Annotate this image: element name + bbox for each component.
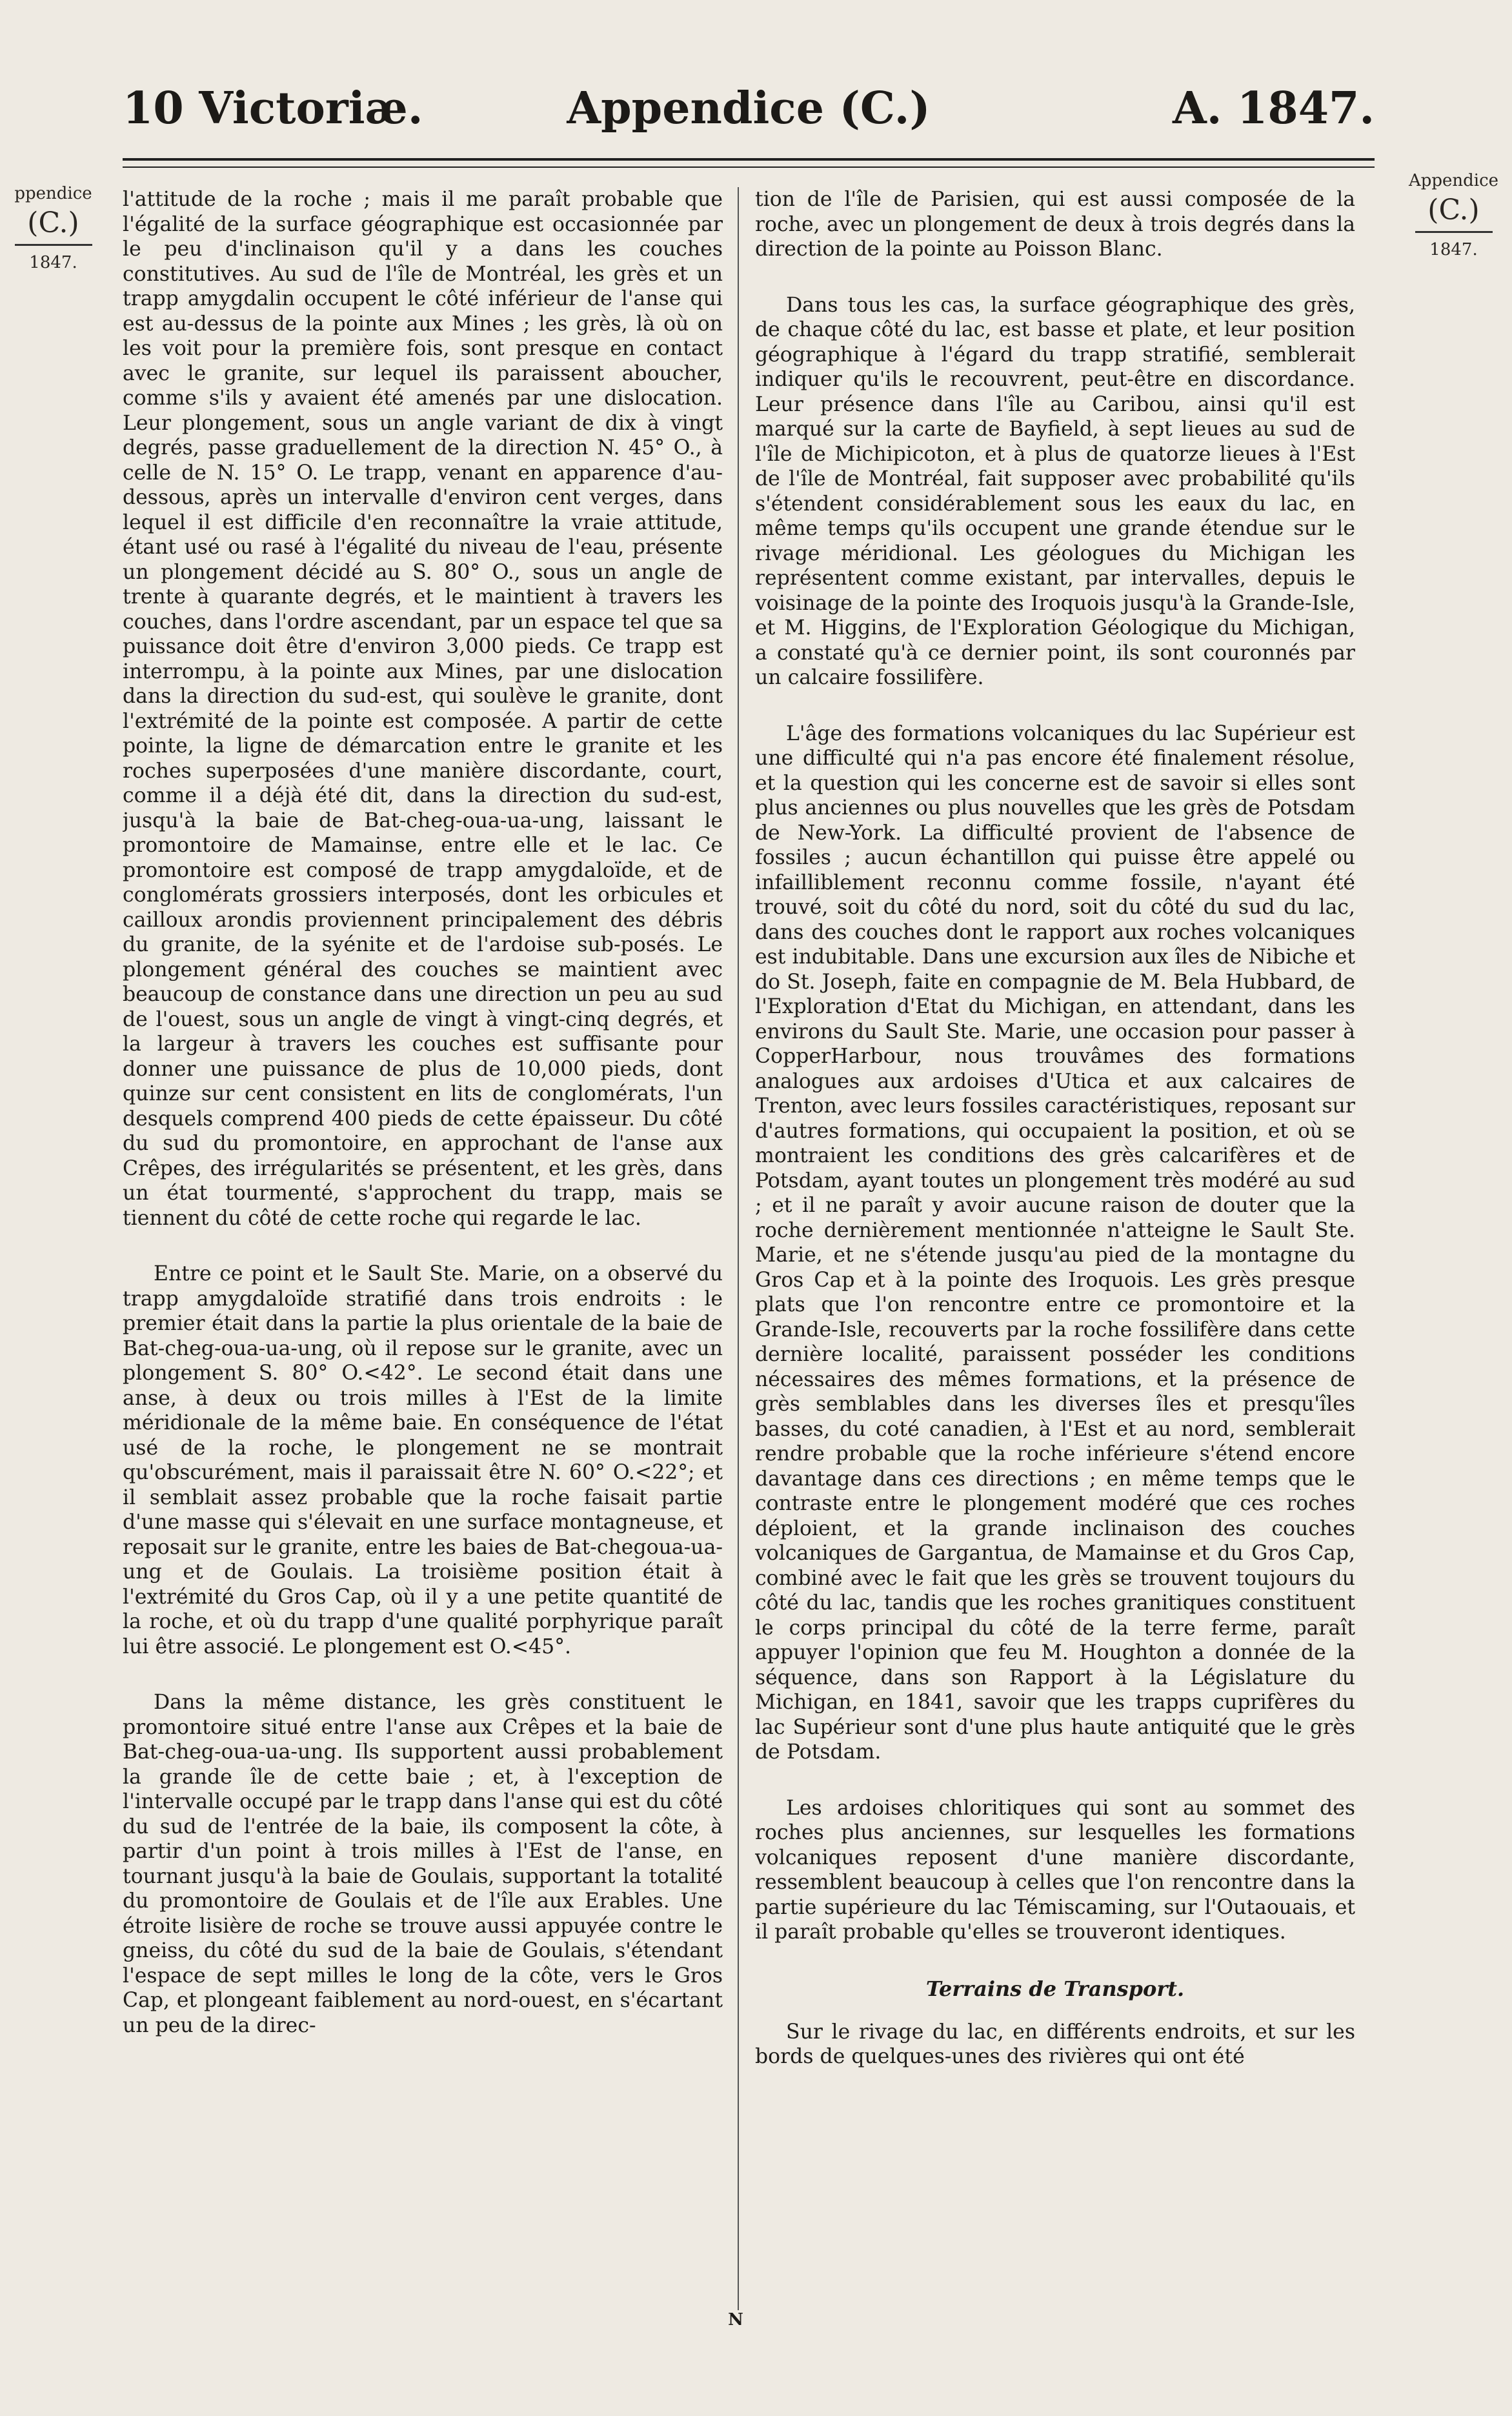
right-margin-appendix: (C.) bbox=[1427, 194, 1480, 226]
right-paragraph-4: Les ardoises chloritiques qui sont au sommet des roches plus anciennes, sur lesquelles les formations volcaniques reposent d'une manière discordante, ressemblent beaucoup à celles que l'on rencontre dans la partie supérieure du lac Témiscaming, sur l'Outaouais, et il paraît probable qu'elles se trouveront identiques. bbox=[755, 1796, 1355, 1944]
page-header bbox=[123, 70, 1375, 141]
right-margin-note bbox=[1400, 169, 1507, 261]
left-paragraph-3: Dans la même distance, les grès constituent le promontoire situé entre l'anse aux Crêpes et la baie de Bat-cheg-oua-ua-ung. Ils supportent aussi probablement la grande île de cette baie ; et, à l'exception de l'intervalle occupé par le trapp dans l'anse qui est du côté du sud de l'entrée de la baie, ils composent la côte, à partir d'un point à trois milles à l'Est de l'anse, en tournant jusqu'à la baie de Goulais, supportant la totalité du promontoire de Goulais et de l'île aux Erables. Une étroite lisière de roche se trouve aussi appuyée contre le gneiss, du côté du sud de la baie de Goulais, s'étendant l'espace de sept milles le long de la côte, vers le Gros Cap, et plongeant faiblement au nord-ouest, en s'écartant un peu de la direc- bbox=[123, 1691, 723, 2037]
column-divider bbox=[738, 187, 739, 2310]
left-margin-appendix: (C.) bbox=[27, 206, 79, 239]
right-paragraph-5: Sur le rivage du lac, en différents endroits, et sur les bords de quelques-unes des rivières qui ont été bbox=[755, 2020, 1355, 2068]
header-rule-thick bbox=[123, 158, 1375, 161]
right-margin-label: Appendice bbox=[1408, 171, 1499, 190]
section-heading: Terrains de Transport. bbox=[925, 1976, 1185, 2001]
left-margin-year: 1847. bbox=[29, 253, 77, 272]
right-paragraph-1: tion de l'île de Parisien, qui est aussi composée de la roche, avec un plongement de deux à trois degrés dans la direction de la pointe au Poisson Blanc. bbox=[755, 188, 1355, 261]
header-year: A. 1847. bbox=[1172, 83, 1375, 134]
left-paragraph-2: Entre ce point et le Sault Ste. Marie, on a observé du trapp amygdaloïde stratifié dans trois endroits : le premier était dans la partie la plus orientale de la baie de Bat-cheg-oua-ua-ung, où il repose sur le granite, avec un plongement S. 80° O.<42°. Le second était dans une anse, à deux ou trois milles à l'Est de la limite méridionale de la même baie. En conséquence de l'état usé de la roche, le plongement ne se montrait qu'obscurément, mais il paraissait être N. 60° O.<22°; et il semblait assez probable que la roche faisait partie d'une masse qui s'élevait en une surface montagneuse, et reposait sur le granite, entre les baies de Bat-chegoua-ua-ung et de Goulais. La troisième position était à l'extrémité du Gros Cap, où il y a une petite quantité de la roche, et où du trapp d'une qualité porphyrique paraît lui être associé. Le plongement est O.<45°. bbox=[123, 1262, 723, 1658]
header-session: 10 Victoriæ. bbox=[123, 83, 423, 134]
right-column bbox=[755, 187, 1355, 2323]
right-paragraph-2: Dans tous les cas, la surface géographique des grès, de chaque côté du lac, est basse et plate, et leur position géographique à l'égard du trapp stratifié, semblerait indiquer qu'ils le recouvrent, peut-être en discordance. Leur présence dans l'île au Caribou, ainsi qu'il est marqué sur la carte de Bayfield, à sept lieues au sud de l'île de Michipicoton, et à plus de quatorze lieues à l'Est de l'île de Montréal, fait supposer avec probabilité qu'ils s'étendent considérablement sous les eaux du lac, en même temps qu'ils occupent une grande étendue sur le rivage méridional. Les géologues du Michigan les représentent comme existant, par intervalles, depuis le voisinage de la pointe des Iroquois jusqu'à la Grande-Isle, et M. Higgins, de l'Exploration Géologique du Michigan, a constaté qu'à ce dernier point, ils sont couronnés par un calcaire fossilifère. bbox=[755, 293, 1355, 689]
left-paragraph-1: l'attitude de la roche ; mais il me paraît probable que l'égalité de la surface géographique est occasionnée par le peu d'inclinaison qu'il y a dans les couches constitutives. Au sud de l'île de Montréal, les grès et un trapp amygdalin occupent le côté inférieur de l'anse qui est au-dessus de la pointe aux Mines ; les grès, là où on les voit pour la première fois, sont presque en contact avec le granite, sur lequel ils paraissent aboucher, comme s'ils y avaient été amenés par une dislocation. Leur plongement, sous un angle variant de dix à vingt degrés, passe graduellement de la direction N. 45° O., à celle de N. 15° O. Le trapp, venant en apparence d'au-dessous, après un intervalle d'environ cent verges, dans lequel il est difficile d'en reconnaître la vraie attitude, étant usé ou rasé à l'égalité du niveau de l'eau, présente un plongement décidé au S. 80° O., sous un angle de trente à quarante degrés, et le maintient à travers les couches, dans l'ordre ascendant, par un espace tel que sa puissance doit être d'environ 3,000 pieds. Ce trapp est interrompu, à la pointe aux Mines, par une dislocation dans la direction du sud-est, qui soulève le granite, dont l'extrémité de la pointe est composée. A partir de cette pointe, la ligne de démarcation entre le granite et les roches superposées d'une manière discordante, court, comme il a déjà été dit, dans la direction du sud-est, jusqu'à la baie de Bat-cheg-oua-ua-ung, laissant le promontoire de Mamainse, entre elle et le lac. Ce promontoire est composé de trapp amygdaloïde, et de conglomérats grossiers interposés, dont les orbicules et cailloux arondis proviennent principalement des débris du granite, de la syénite et de l'ardoise sub-posés. Le plongement général des couches se maintient avec beaucoup de constance dans une direction un peu au sud de l'ouest, sous un angle de vingt à vingt-cinq degrés, et la largeur à travers les couches est suffisante pour donner une puissance de plus de 10,000 pieds, dont quinze sur cent consistent en lits de conglomérats, l'un desquels comprend 400 pieds de cette épaisseur. Du côté du sud du promontoire, en approchant de l'anse aux Crêpes, des irrégularités se présentent, et les grès, dans un état tourmenté, s'approchent du trapp, mais se tiennent du côté de cette roche qui regarde le lac. bbox=[123, 188, 723, 1230]
right-margin-year: 1847. bbox=[1429, 240, 1478, 259]
left-column bbox=[123, 187, 723, 2323]
left-margin-label: ppendice bbox=[14, 184, 92, 203]
signature-mark: N bbox=[728, 2310, 743, 2330]
left-margin-brace bbox=[15, 244, 92, 246]
right-margin-brace bbox=[1415, 231, 1493, 233]
right-paragraph-3: L'âge des formations volcaniques du lac Supérieur est une difficulté qui n'a pas encore été finalement résolue, et la question qui les concerne est de savoir si elles sont plus anciennes ou plus nouvelles que les grès de Potsdam de New-York. La difficulté provient de l'absence de fossiles ; aucun échantillon qui puisse être appelé ou infailliblement reconnu comme fossile, n'ayant été trouvé, soit du côté du nord, soit du côté du sud du lac, dans des couches dont le rapport aux roches volcaniques est indubitable. Dans une excursion aux îles de Nibiche et do St. Joseph, faite en compagnie de M. Bela Hubbard, de l'Exploration d'Etat du Michigan, en attendant, dans les environs du Sault Ste. Marie, une occasion pour passer à CopperHarbour, nous trouvâmes des formations analogues aux ardoises d'Utica et aux calcaires de Trenton, avec leurs fossiles caractéristiques, reposant sur d'autres formations, qui occupaient la position, et où se montraient les conditions des grès calcarifères et de Potsdam, ayant toutes un plongement très modéré au sud ; et il ne paraît y avoir aucune raison de douter que la roche dernièrement mentionnée n'atteigne le Sault Ste. Marie, et ne s'étende jusqu'au pied de la montagne du Gros Cap et à la pointe des Iroquois. Les grès presque plats que l'on rencontre entre ce promontoire et la Grande-Isle, recouverts par la roche fossilifère dans cette dernière localité, paraissent posséder les conditions nécessaires des mêmes formations, et la présence de grès semblables dans les diverses îles et presqu'îles basses, du coté canadien, à l'Est et au nord, semblerait rendre probable que la roche inférieure s'étend encore davantage dans ces directions ; en même temps que le contraste entre le plongement modéré que ces roches déploient, et la grande inclinaison des couches volcaniques de Gargantua, de Mamainse et du Gros Cap, combiné avec le fait que les grès se trouvent toujours du côté du lac, tandis que les roches granitiques constituent le corps principal du côté de la terre ferme, paraît appuyer l'opinion que feu M. Houghton a donnée de la séquence, dans son Rapport à la Législature du Michigan, en 1841, savoir que les trapps cuprifères du lac Supérieur sont d'une plus haute antiquité que le grès de Potsdam. bbox=[755, 721, 1355, 1764]
left-margin-note bbox=[0, 182, 106, 274]
header-rule-thin bbox=[123, 166, 1375, 168]
header-appendix-title: Appendice (C.) bbox=[567, 83, 931, 134]
